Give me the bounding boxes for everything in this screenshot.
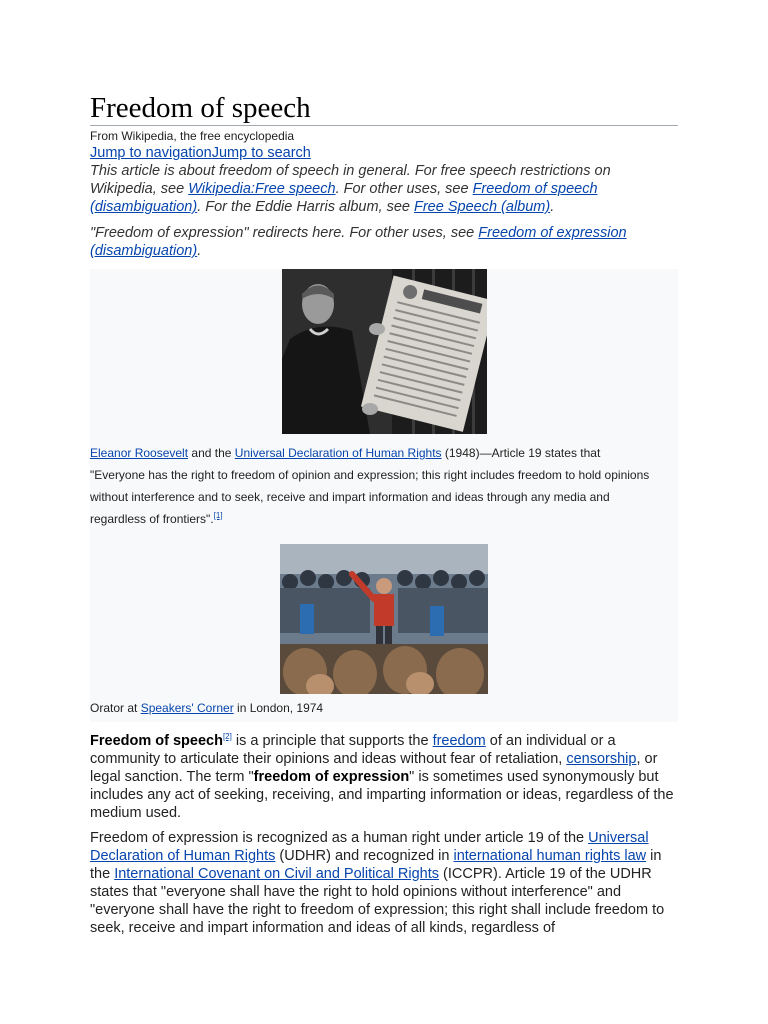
hatnote-text: . [197,243,202,259]
paragraph-text: " is sometimes used synonymously but includes any act of seeking, receiving, and imparting information or ideas, regardless of the medium used. [90,769,674,821]
figure-caption-roosevelt [90,442,678,530]
hatnote-text: . [550,199,555,215]
speakers-corner-link[interactable]: Speakers' Corner [140,701,234,715]
caption-text: in London, 1974 [233,701,324,715]
term-freedom-of-expression: freedom of expression [253,769,410,785]
paragraph-text: in the [90,848,662,882]
jump-to-navigation-link[interactable]: Jump to navigation [90,145,212,161]
udhr-link-2[interactable]: Universal Declaration of Human Rights [90,830,649,864]
censorship-link[interactable]: censorship [566,751,637,767]
term-freedom-of-speech: Freedom of speech [90,733,223,749]
hatnote-redirect [90,224,678,260]
paragraph-text: , or legal sanction. The term " [90,751,658,785]
freedom-link[interactable]: freedom [432,733,486,749]
citation-1-link[interactable]: [1] [213,511,223,520]
jump-to-search-link[interactable]: Jump to search [211,145,311,161]
paragraph-text: is a principle that supports the [231,733,433,749]
speakers-corner-photo[interactable] [280,544,488,694]
hatnote-text: . For other uses, see [335,181,473,197]
intro-paragraph [90,732,678,822]
citation-2-link[interactable]: [2] [222,732,232,742]
figure-spacer [90,530,678,544]
site-tagline: From Wikipedia, the free encyclopedia [90,129,295,143]
hatnote-about [90,162,678,216]
hatnote-text: "Freedom of expression" redirects here. For other uses, see [90,225,479,241]
eleanor-roosevelt-link[interactable]: Eleanor Roosevelt [90,446,189,460]
caption-text: (1948)—Article 19 states that "Everyone has the right to freedom of opinion and expression; this right includes freedom to hold opinions without interference and to seek, receive and impart information and ideas through any media and regardless of frontiers". [90,446,650,526]
jump-links [90,144,678,162]
caption-text: Orator at [90,701,141,715]
freedom-of-speech-disambiguation-link[interactable]: Freedom of speech (disambiguation) [90,181,598,215]
caption-text: and the [188,446,235,460]
article [90,92,678,937]
second-paragraph [90,829,678,937]
international-human-rights-law-link[interactable]: international human rights law [453,848,647,864]
paragraph-text: (ICCPR). Article 19 of the UDHR states that "everyone shall have the right to hold opinions without interference" and "everyone shall have the right to freedom of expression; this right shall include freedom to seek, receive and impart information and ideas of all kinds, regardless of [90,866,665,936]
figure-caption-speakers-corner [90,700,678,720]
freedom-of-expression-disambiguation-link[interactable]: Freedom of expression (disambiguation) [90,225,627,259]
infobox-images [90,269,678,722]
hatnote-text: . For the Eddie Harris album, see [197,199,414,215]
eleanor-roosevelt-photo-graphic [282,269,487,434]
page-title: Freedom of speech [90,92,678,126]
wikipedia-free-speech-link[interactable]: Wikipedia:Free speech [188,181,336,197]
hatnote-text: This article is about freedom of speech in general. For free speech restrictions on Wikipedia, see [90,163,611,197]
paragraph-text: Freedom of expression is recognized as a human right under article 19 of the [90,830,589,846]
udhr-link[interactable]: Universal Declaration of Human Rights [234,446,442,460]
iccpr-link[interactable]: International Covenant on Civil and Political Rights [114,866,440,882]
paragraph-text: of an individual or a community to articulate their opinions and ideas without fear of retaliation, [90,733,616,767]
paragraph-text: (UDHR) and recognized in [275,848,454,864]
speakers-corner-photo-graphic [280,544,488,694]
eleanor-roosevelt-photo[interactable] [282,269,487,434]
free-speech-album-link[interactable]: Free Speech (album) [414,199,551,215]
